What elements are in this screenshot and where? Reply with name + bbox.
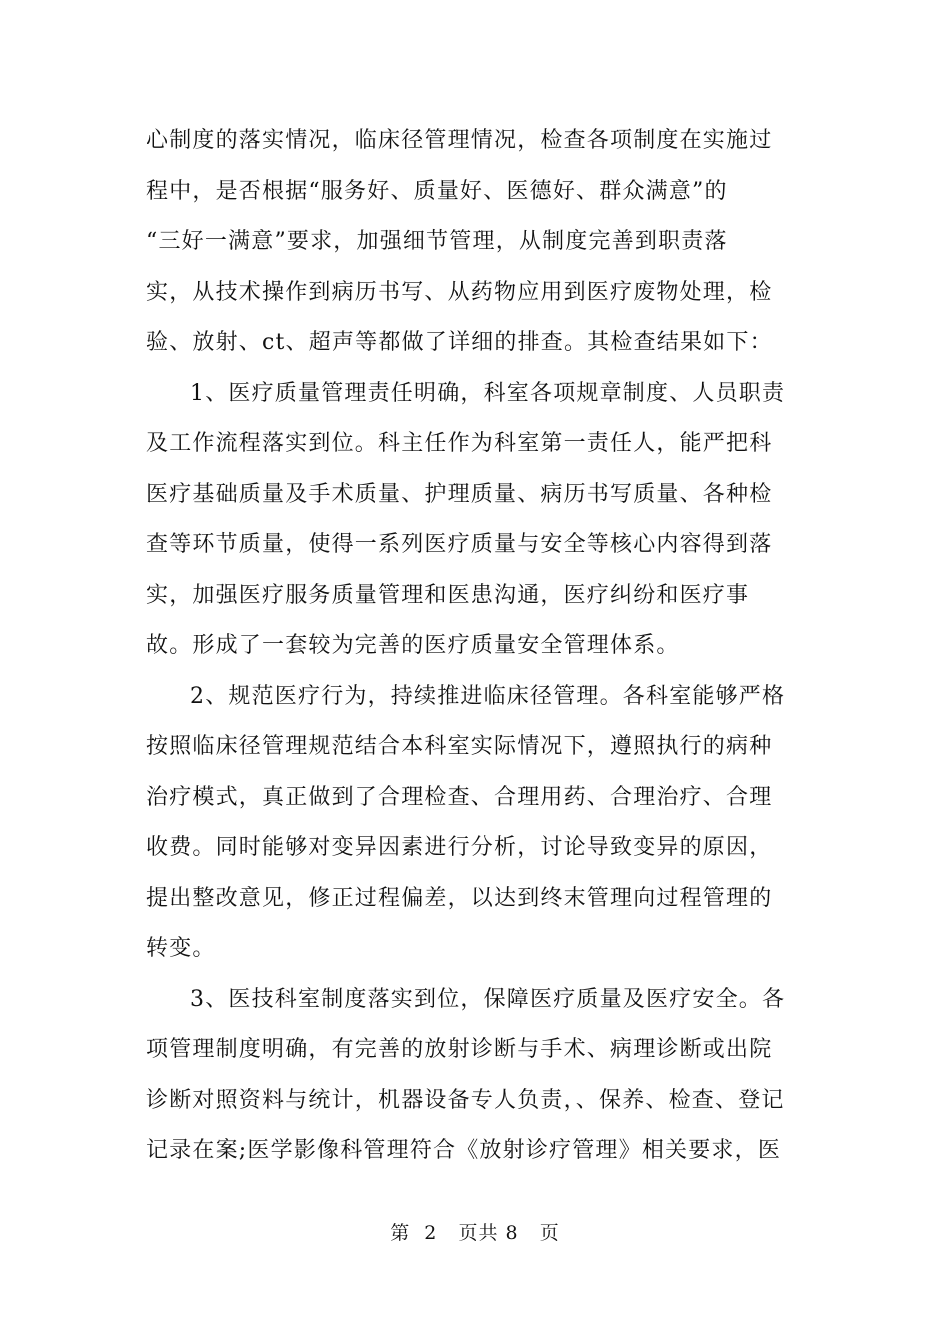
text-line: 项管理制度明确，有完善的放射诊断与手术、病理诊断或出院 — [146, 1037, 773, 1062]
text-line: 实，加强医疗服务质量管理和医患沟通，医疗纠纷和医疗事 — [146, 582, 750, 608]
body-text — [146, 116, 806, 1177]
text-line: 及工作流程落实到位。科主任作为科室第一责任人，能严把科 — [146, 431, 773, 456]
page-number-footer: 第 2 页共 8 页 — [390, 1222, 560, 1244]
text-line: 按照临床径管理规范结合本科室实际情况下，遵照执行的病种 — [146, 734, 773, 759]
text-line: 验、放射、ct、超声等都做了详细的排查。其检查结果如下： — [146, 330, 773, 355]
text-line: 医疗基础质量及手术质量、护理质量、病历书写质量、各种检 — [146, 481, 773, 507]
paragraph-start-line: 1、医疗质量管理责任明确，科室各项规章制度、人员职责 — [190, 380, 786, 406]
text-line: 程中，是否根据“服务好、质量好、医德好、群众满意”的 — [146, 178, 728, 204]
paragraph-start-line: 2、规范医疗行为，持续推进临床径管理。各科室能够严格 — [190, 683, 786, 709]
text-line: 心制度的落实情况，临床径管理情况，检查各项制度在实施过 — [146, 128, 773, 153]
text-line: 诊断对照资料与统计，机器设备专人负责，、保养、检查、登记 — [146, 1087, 785, 1113]
text-line: 故。形成了一套较为完善的医疗质量安全管理体系。 — [146, 633, 680, 658]
text-line: 治疗模式，真正做到了合理检查、合理用药、合理治疗、合理 — [146, 784, 773, 810]
text-line: 查等环节质量，使得一系列医疗质量与安全等核心内容得到落 — [146, 532, 773, 557]
text-line: 收费。同时能够对变异因素进行分析，讨论导致变异的原因， — [146, 835, 773, 860]
text-line: “三好一满意”要求，加强细节管理，从制度完善到职责落 — [146, 229, 728, 254]
text-line: 记录在案;医学影像科管理符合《放射诊疗管理》相关要求，医 — [146, 1138, 782, 1163]
text-line: 提出整改意见，修正过程偏差，以达到终末管理向过程管理的 — [146, 885, 773, 911]
paragraph-start-line: 3、医技科室制度落实到位，保障医疗质量及医疗安全。各 — [190, 986, 786, 1012]
text-line: 转变。 — [146, 936, 216, 961]
text-line: 实，从技术操作到病历书写、从药物应用到医疗废物处理，检 — [146, 279, 773, 305]
